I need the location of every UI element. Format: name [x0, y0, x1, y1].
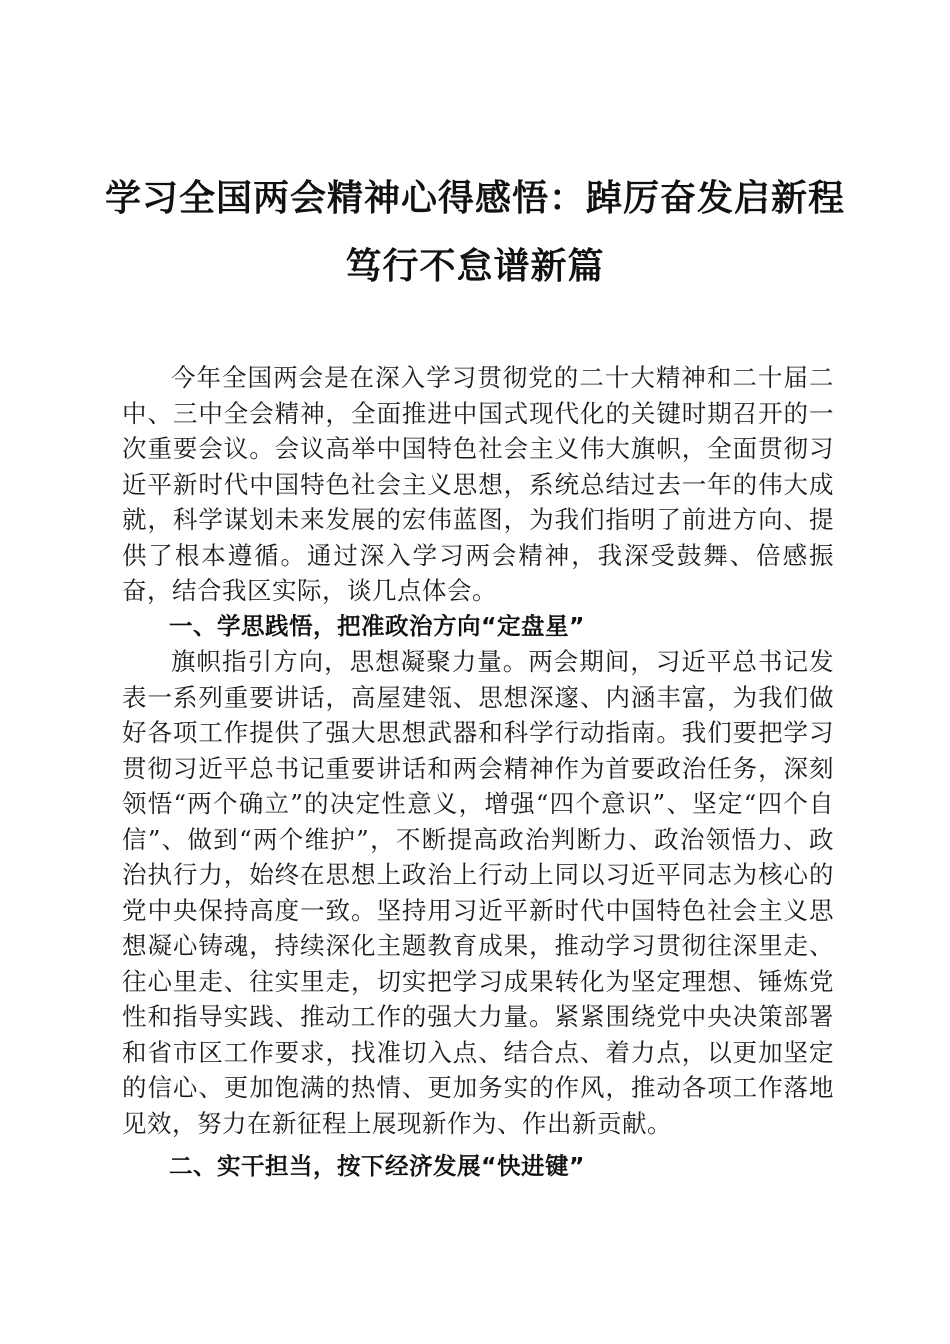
- document-title-line-2: 笃行不怠谱新篇: [345, 245, 605, 287]
- document-title-line-1: 学习全国两会精神心得感悟：踔厉奋发启新程: [104, 177, 845, 219]
- document-body: [122, 360, 834, 1185]
- section-1-paragraph: 旗帜指引方向，思想凝聚力量。两会期间，习近平总书记发表一系列重要讲话，高屋建瓴、思想深邃、内涵丰富，为我们做好各项工作提供了强大思想武器和科学行动指南。我们要把学习贯彻习近平总书记重要讲话和两会精神作为首要政治任务，深刻领悟“两个确立”的决定性意义，增强“四个意识”、坚定“四个自信”、做到“两个维护”，不断提高政治判断力、政治领悟力、政治执行力，始终在思想上政治上行动上同以习近平同志为核心的党中央保持高度一致。坚持用习近平新时代中国特色社会主义思想凝心铸魂，持续深化主题教育成果，推动学习贯彻往深里走、往心里走、往实里走，切实把学习成果转化为坚定理想、锤炼党性和指导实践、推动工作的强大力量。紧紧围绕党中央决策部署和省市区工作要求，找准切入点、结合点、着力点，以更加坚定的信心、更加饱满的热情、更加务实的作风，推动各项工作落地见效，努力在新征程上展现新作为、作出新贡献。: [122, 647, 834, 1138]
- section-heading-1: 一、学思践悟，把准政治方向“定盘星”: [169, 611, 585, 640]
- intro-paragraph: 今年全国两会是在深入学习贯彻党的二十大精神和二十届二中、三中全会精神，全面推进中国式现代化的关键时期召开的一次重要会议。会议高举中国特色社会主义伟大旗帜，全面贯彻习近平新时代中国特色社会主义思想，系统总结过去一年的伟大成就，科学谋划未来发展的宏伟蓝图，为我们指明了前进方向、提供了根本遵循。通过深入学习两会精神，我深受鼓舞、倍感振奋，结合我区实际，谈几点体会。: [122, 363, 834, 605]
- section-heading-2: 二、实干担当，按下经济发展“快进键”: [169, 1152, 585, 1180]
